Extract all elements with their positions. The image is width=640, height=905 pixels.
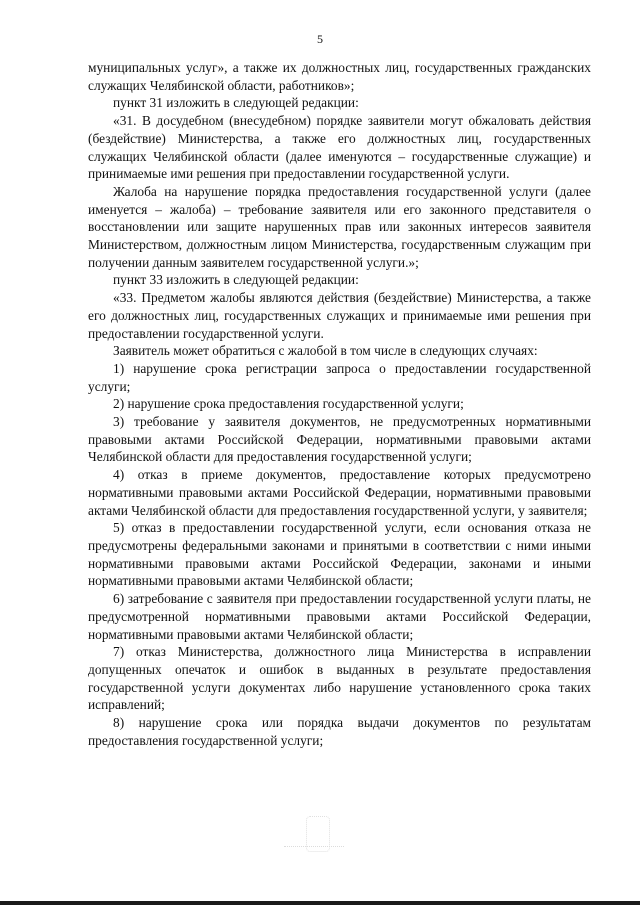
list-item: 2) нарушение срока предоставления государственной услуги; bbox=[113, 396, 464, 412]
paragraph: «33. Предметом жалобы являются действия (бездействие) Министерства, а также его должностных лиц, государственных служащих и принимаемые ими решения при предоставлении государственной услуги. bbox=[88, 290, 591, 341]
list-item: 4) отказ в приеме документов, предоставление которых предусмотрено нормативными правовыми актами Российской Федерации, нормативными правовыми актами Челябинской области для предоставления государственной услуги, у заявителя; bbox=[88, 467, 591, 518]
paragraph: пункт 31 изложить в следующей редакции: bbox=[113, 95, 359, 111]
document-body bbox=[88, 59, 591, 749]
list-item: 1) нарушение срока регистрации запроса о предоставлении государственной услуги; bbox=[88, 360, 591, 394]
list-item: 7) отказ Министерства, должностного лица Министерства в исправлении допущенных опечаток и ошибок в выданных в результате предоставления государственной услуги документах либо нарушение установленного срока таких исправлений; bbox=[88, 644, 591, 713]
paragraph: муниципальных услуг», а также их должностных лиц, государственных гражданских служащих Челябинской области, работников»; bbox=[88, 60, 591, 93]
paragraph: Заявитель может обратиться с жалобой в том числе в следующих случаях: bbox=[113, 343, 538, 359]
scan-edge bbox=[0, 901, 640, 905]
page-number: 5 bbox=[317, 32, 323, 46]
list-item: 3) требование у заявителя документов, не предусмотренных нормативными правовыми актами Российской Федерации, нормативными правовыми актами Челябинской области для предоставления государственной услуги; bbox=[88, 414, 591, 465]
faint-stamp-marks bbox=[284, 846, 344, 853]
paragraph: пункт 33 изложить в следующей редакции: bbox=[113, 272, 359, 288]
paragraph: «31. В досудебном (внесудебном) порядке заявители могут обжаловать действия (бездействие) Министерства, а также его должностных лиц, государственных служащих Челябинской области (далее именуются – государственные служащие) и принимаемые ими решения при предоставлении государственной услуги. bbox=[88, 113, 591, 182]
list-item: 5) отказ в предоставлении государственной услуги, если основания отказа не предусмотрены федеральными законами и принятыми в соответствии с ними иными нормативными правовыми актами Российской Федерации, законами и иными нормативными правовыми актами Челябинской области; bbox=[88, 520, 591, 589]
list-item: 6) затребование с заявителя при предоставлении государственной услуги платы, не предусмотренной нормативными правовыми актами Российской Федерации, нормативными правовыми актами Челябинской области; bbox=[88, 591, 591, 642]
list-item: 8) нарушение срока или порядка выдачи документов по результатам предоставления государственной услуги; bbox=[88, 715, 591, 748]
paragraph: Жалоба на нарушение порядка предоставления государственной услуги (далее именуется – жалоба) – требование заявителя или его законного представителя о восстановлении или защите нарушенных прав или законных интересов заявителя Министерством, должностным лицом Министерства, государственным служащим при получении данным заявителем государственной услуги.»; bbox=[88, 183, 591, 270]
